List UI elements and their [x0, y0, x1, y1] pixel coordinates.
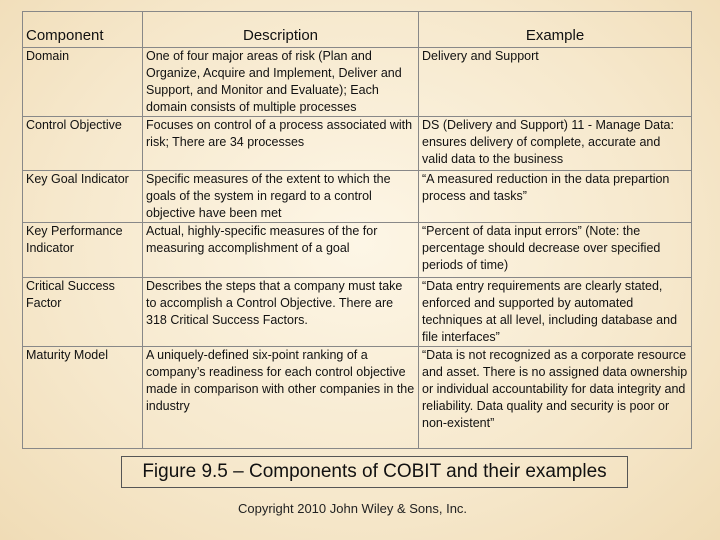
cell-example: “Percent of data input errors” (Note: the percentage should decrease over specified periods of time) [419, 223, 692, 278]
cell-example: DS (Delivery and Support) 11 - Manage Data: ensures delivery of complete, accurate and valid data to the business [419, 117, 692, 171]
cell-component: Critical Success Factor [23, 278, 143, 347]
table-header-row [23, 12, 692, 48]
cell-description: One of four major areas of risk (Plan and Organize, Acquire and Implement, Deliver and Support, and Monitor and Evaluate); Each domain consists of multiple processes [143, 48, 419, 117]
cell-description: Actual, highly-specific measures of the for measuring accomplishment of a goal [143, 223, 419, 278]
cell-component: Maturity Model [23, 347, 143, 449]
cell-description: A uniquely-defined six-point ranking of a company’s readiness for each control objective made in comparison with other companies in the industry [143, 347, 419, 449]
table-row [23, 278, 692, 347]
header-description: Description [143, 12, 419, 48]
header-component: Component [23, 12, 143, 48]
cobit-components-table [22, 11, 692, 449]
cell-component: Key Performance Indicator [23, 223, 143, 278]
cell-component: Key Goal Indicator [23, 171, 143, 223]
cell-description: Focuses on control of a process associated with risk; There are 34 processes [143, 117, 419, 171]
table-row [23, 117, 692, 171]
table-row [23, 48, 692, 117]
cell-description: Specific measures of the extent to which the goals of the system in regard to a control objective have been met [143, 171, 419, 223]
table-row [23, 223, 692, 278]
copyright-notice: Copyright 2010 John Wiley & Sons, Inc. [237, 501, 468, 516]
header-example: Example [419, 12, 692, 48]
cell-example: Delivery and Support [419, 48, 692, 117]
figure-caption: Figure 9.5 – Components of COBIT and their examples [121, 456, 628, 488]
cell-description: Describes the steps that a company must take to accomplish a Control Objective. There are 318 Critical Success Factors. [143, 278, 419, 347]
table-row [23, 171, 692, 223]
table-row [23, 347, 692, 449]
cell-example: “A measured reduction in the data prepartion process and tasks” [419, 171, 692, 223]
cell-component: Domain [23, 48, 143, 117]
cell-example: “Data is not recognized as a corporate resource and asset. There is no assigned data ownership or individual accountability for data integrity and reliability. Data quality and security is poor or non-existent” [419, 347, 692, 449]
cell-example: “Data entry requirements are clearly stated, enforced and supported by automated techniques at all level, including database and file interfaces” [419, 278, 692, 347]
cell-component: Control Objective [23, 117, 143, 171]
